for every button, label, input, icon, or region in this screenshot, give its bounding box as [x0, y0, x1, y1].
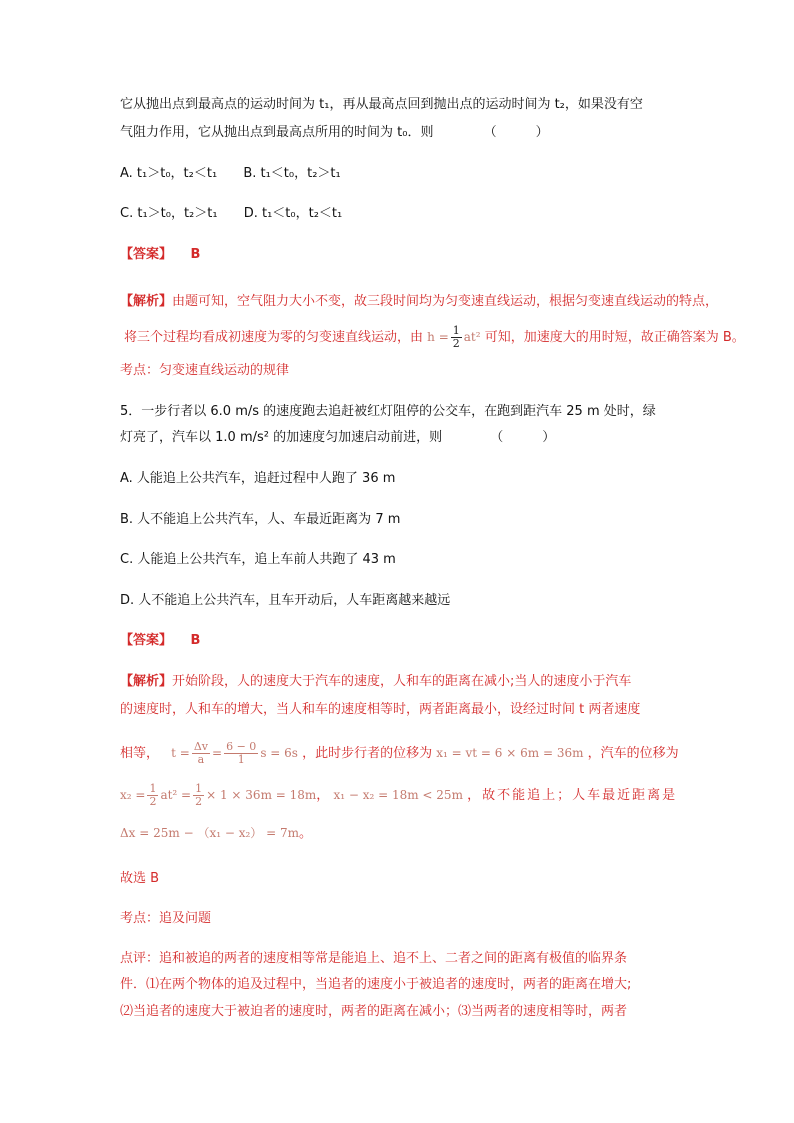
formula-dx: Δx = 25m − （x₁ − x₂） = 7m — [120, 826, 299, 840]
q4-topic: 考点：匀变速直线运动的规律 — [120, 363, 290, 378]
formula-at2: at² — [463, 330, 481, 344]
q5-answer-paren: （ ） — [490, 430, 556, 445]
q4-analysis-line2 — [124, 325, 745, 350]
q5-analysis-text4b: ，故不能追上；人车最近距离是 — [467, 788, 678, 803]
q5-analysis-label: 【解析】 — [120, 674, 173, 689]
q5-answer — [120, 632, 200, 650]
q4-answer-label: 【答案】 — [120, 247, 173, 262]
q4-stem-line2-text: 气阻力作用，它从抛出点到最高点所用的时间为 t₀．则 — [120, 125, 434, 140]
q5-analysis-text4a: ， — [316, 788, 330, 803]
q5-option-a: A. 人能追上公共汽车，追赶过程中人跑了 36 m — [120, 471, 396, 486]
formula-6s: s = 6s — [260, 746, 298, 760]
q4-answer — [120, 246, 200, 264]
q4-stem-line1: 它从抛出点到最高点的运动时间为 t₁，再从最高点回到抛出点的运动时间为 t₂，如果没有空 — [120, 97, 643, 112]
formula-x2-rhs: × 1 × 36m = 18m — [206, 788, 317, 802]
q5-analysis-line2: 的速度时，人和车的增大，当人和车的速度相等时，两者距离最小，设经过时间 t 两者速度 — [120, 702, 641, 717]
formula-t-eq: t = — [171, 746, 190, 760]
q5-analysis-text3a: 相等， — [120, 746, 160, 761]
q5-analysis-text3b: ，此时步行者的位移为 — [302, 746, 433, 761]
q5-option-b: B. 人不能追上公共汽车，人、车最近距离为 7 m — [120, 512, 401, 527]
q5-comment-line2: 件．⑴在两个物体的追及过程中，当追者的速度小于被追者的速度时，两者的距离在增大; — [120, 977, 632, 992]
q5-topic: 考点：追及问题 — [120, 911, 212, 926]
q4-answer-value: B — [190, 247, 201, 262]
q5-option-c: C. 人能追上公共汽车，追上车前人共跑了 43 m — [120, 552, 396, 567]
q5-stem-line2-text: 灯亮了，汽车以 1.0 m/s² 的加速度匀加速启动前进，则 — [120, 430, 443, 445]
formula-half-2: $\frac{1}{2}$ — [195, 782, 203, 808]
q5-answer-label: 【答案】 — [120, 633, 173, 648]
formula-h-eq: h = — [427, 330, 449, 344]
q5-conclusion: 故选 B — [120, 871, 160, 886]
q4-option-a: A. t₁＞t₀，t₂＜t₁ — [120, 166, 218, 181]
q4-answer-paren: （ ） — [483, 125, 549, 140]
q5-stem-line1: 5．一步行者以 6.0 m/s 的速度跑去追赶被红灯阻停的公交车，在跑到距汽车 25 m 处时，绿 — [120, 404, 656, 419]
formula-6-over-1: $\frac{6 - 0}{1}$ — [226, 740, 257, 766]
formula-diff: x₁ − x₂ = 18m < 25m — [333, 788, 463, 802]
q5-analysis-text3c: ，汽车的位移为 — [587, 746, 679, 761]
formula-dv-over-a: $\frac{\Delta v}{a}$ — [193, 740, 209, 766]
q4-analysis-text2a: 将三个过程均看成初速度为零的匀变速直线运动，由 — [124, 330, 424, 345]
q4-analysis-label: 【解析】 — [120, 294, 173, 309]
q5-comment-line1: 点评：追和被追的两者的速度相等常是能追上、追不上、二者之间的距离有极值的临界条 — [120, 951, 628, 966]
q4-options-cd — [120, 205, 342, 223]
formula-x2-mid: at² = — [160, 788, 192, 802]
q5-stem-line2 — [120, 429, 555, 447]
q4-stem-line2 — [120, 124, 549, 142]
q5-analysis-text1: 开始阶段，人的速度大于汽车的速度，人和车的距离在减小;当人的速度小于汽车 — [172, 674, 632, 689]
formula-x1: x₁ = vt = 6 × 6m = 36m — [436, 746, 584, 760]
q4-option-d: D. t₁＜t₀，t₂＜t₁ — [243, 206, 343, 221]
q4-option-c: C. t₁＞t₀，t₂＞t₁ — [120, 206, 218, 221]
formula-half: $\frac{1}{2}$ — [452, 324, 460, 350]
q5-comment-line3: ⑵当追者的速度大于被迫者的速度时，两者的距离在减小；⑶当两者的速度相等时，两者 — [120, 1004, 628, 1019]
q5-answer-value: B — [190, 633, 201, 648]
q5-analysis-text5b: 。 — [299, 826, 313, 841]
q5-analysis-line3: 相等， t = $\frac{\Delta v}{a}$ = $\frac{6 - 0}{1}$ s = 6s ，此时步行者的位移为 x₁ = vt = 6 × 6m = 36m ，汽车的位移为 — [120, 740, 679, 766]
q4-option-b: B. t₁＜t₀，t₂＞t₁ — [243, 166, 341, 181]
q5-analysis-line4 — [120, 783, 677, 808]
q5-analysis-line5 — [120, 824, 312, 843]
formula-x2-lhs: x₂ = — [120, 788, 146, 802]
q4-options-ab — [120, 165, 341, 183]
q4-analysis-text1: 由题可知，空气阻力大小不变，故三段时间均为匀变速直线运动，根据匀变速直线运动的特点， — [172, 294, 719, 309]
formula-half-1: $\frac{1}{2}$ — [149, 782, 157, 808]
q4-analysis-text2b: 可知，加速度大的用时短，故正确答案为 B。 — [484, 330, 745, 345]
q4-analysis-line1 — [120, 293, 718, 311]
q5-option-d: D. 人不能追上公共汽车，且车开动后，人车距离越来越远 — [120, 593, 451, 608]
q5-analysis-line1 — [120, 673, 631, 691]
